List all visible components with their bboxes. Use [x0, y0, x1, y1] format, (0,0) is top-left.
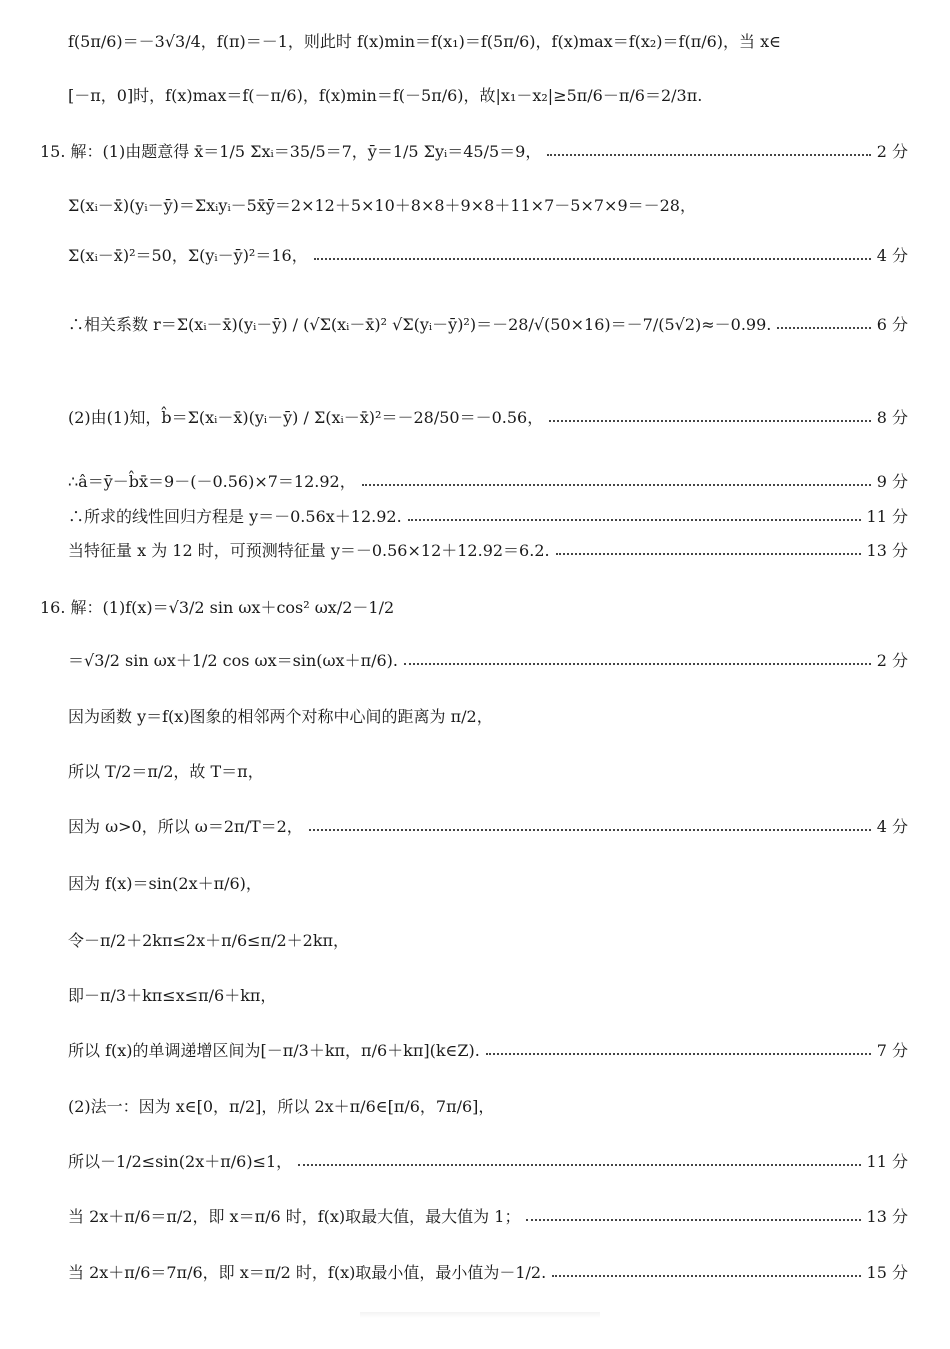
line-text: 所以 T/2＝π/2，故 T＝π，: [68, 762, 264, 781]
q15-line-6: [68, 472, 908, 492]
q15-line-1: [40, 142, 908, 162]
line-text: f(5π/6)＝－3√3/4，f(π)＝－1，则此时 f(x)min＝f(x₁)＝f(5π/6)，f(x)max＝f(x₂)＝f(π/6)，当 x∈: [68, 32, 781, 51]
q16-line-8: [68, 986, 908, 1006]
leader-dots: [777, 327, 870, 329]
q16-line-12: [68, 1207, 908, 1227]
q15-line-2: [68, 196, 908, 216]
line-text: 当 2x＋π/6＝7π/6，即 x＝π/2 时，f(x)取最小值，最小值为－1/2.: [68, 1263, 547, 1282]
line-text: ∴所求的线性回归方程是 y＝－0.56x＋12.92.: [68, 507, 402, 526]
line-text: (2)法一：因为 x∈[0，π/2]，所以 2x＋π/6∈[π/6，7π/6]，: [68, 1097, 495, 1116]
score-label: 11 分: [866, 1152, 908, 1171]
line-2: [68, 86, 908, 106]
q16-line-5: [68, 817, 908, 837]
line-text: 当 2x＋π/6＝π/2，即 x＝π/6 时，f(x)取最大值，最大值为 1；: [68, 1207, 521, 1226]
q16-line-13: [68, 1263, 908, 1283]
line-text: [－π，0]时，f(x)max＝f(－π/6)，f(x)min＝f(－5π/6)，故|x₁－x₂|≥5π/6－π/6＝2/3π.: [68, 86, 703, 105]
line-text: 因为函数 y＝f(x)图象的相邻两个对称中心间的距离为 π/2，: [68, 707, 493, 726]
score-label: 13 分: [866, 1207, 908, 1226]
q15-line-7: [68, 507, 908, 527]
line-text: 15. 解：(1)由题意得 x̄＝1/5 Σxᵢ＝35/5＝7，ȳ＝1/5 Σyᵢ＝45/5＝9，: [40, 142, 542, 161]
score-label: 13 分: [866, 541, 908, 560]
leader-dots: [314, 258, 871, 260]
leader-dots: [526, 1219, 860, 1221]
score-label: 11 分: [866, 507, 908, 526]
leader-dots: [404, 663, 871, 665]
leader-dots: [552, 1275, 860, 1277]
score-label: 9 分: [876, 472, 908, 491]
leader-dots: [556, 553, 861, 555]
line-text: ＝√3/2 sin ωx＋1/2 cos ωx＝sin(ωx＋π/6).: [68, 651, 398, 670]
score-label: 8 分: [876, 408, 908, 427]
leader-dots: [547, 154, 870, 156]
line-text: ∴â＝ȳ－b̂x̄＝9－(－0.56)×7＝12.92，: [68, 472, 356, 491]
q15-line-5: [68, 408, 908, 428]
q16-line-9: [68, 1041, 908, 1061]
score-label: 6 分: [876, 315, 908, 334]
q16-line-1: [40, 598, 908, 618]
line-text: 当特征量 x 为 12 时，可预测特征量 y＝－0.56×12＋12.92＝6.2.: [68, 541, 550, 560]
q15-line-3: [68, 246, 908, 266]
q16-line-10: [68, 1097, 908, 1117]
line-text: 所以 f(x)的单调递增区间为[－π/3＋kπ，π/6＋kπ](k∈Z).: [68, 1041, 480, 1060]
q16-line-3: [68, 707, 908, 727]
score-label: 4 分: [876, 817, 908, 836]
line-text: 因为 ω>0，所以 ω＝2π/T＝2，: [68, 817, 303, 836]
line-1: [68, 32, 908, 52]
leader-dots: [486, 1053, 871, 1055]
line-text: ∴相关系数 r＝Σ(xᵢ－x̄)(yᵢ－ȳ) / (√Σ(xᵢ－x̄)² √Σ(yᵢ－ȳ)²)＝－28/√(50×16)＝－7/(5√2)≈－0.99.: [68, 315, 772, 334]
line-text: 令－π/2＋2kπ≤2x＋π/6≤π/2＋2kπ，: [68, 931, 350, 950]
page-fold-shadow: [360, 1312, 600, 1318]
leader-dots: [408, 519, 861, 521]
leader-dots: [549, 420, 871, 422]
q16-line-7: [68, 931, 908, 951]
score-label: 15 分: [866, 1263, 908, 1282]
line-text: Σ(xᵢ－x̄)²＝50，Σ(yᵢ－ȳ)²＝16，: [68, 246, 308, 265]
leader-dots: [309, 829, 871, 831]
q15-line-4: [68, 315, 908, 335]
line-text: (2)由(1)知，b̂＝Σ(xᵢ－x̄)(yᵢ－ȳ) / Σ(xᵢ－x̄)²＝－28/50＝－0.56，: [68, 408, 544, 427]
line-text: 16. 解：(1)f(x)＝√3/2 sin ωx＋cos² ωx/2－1/2: [40, 598, 395, 617]
score-label: 7 分: [876, 1041, 908, 1060]
q16-line-2: [68, 651, 908, 671]
q16-line-11: [68, 1152, 908, 1172]
line-text: 因为 f(x)＝sin(2x＋π/6)，: [68, 874, 262, 893]
leader-dots: [362, 484, 871, 486]
leader-dots: [298, 1164, 860, 1166]
score-label: 2 分: [876, 142, 908, 161]
q15-line-8: [68, 541, 908, 561]
score-label: 2 分: [876, 651, 908, 670]
line-text: 所以－1/2≤sin(2x＋π/6)≤1，: [68, 1152, 293, 1171]
line-text: Σ(xᵢ－x̄)(yᵢ－ȳ)＝Σxᵢyᵢ－5x̄ȳ＝2×12＋5×10＋8×8＋9×8＋11×7－5×7×9＝－28，: [68, 196, 696, 215]
q16-line-6: [68, 874, 908, 894]
q16-line-4: [68, 762, 908, 782]
line-text: 即－π/3＋kπ≤x≤π/6＋kπ，: [68, 986, 277, 1005]
score-label: 4 分: [876, 246, 908, 265]
